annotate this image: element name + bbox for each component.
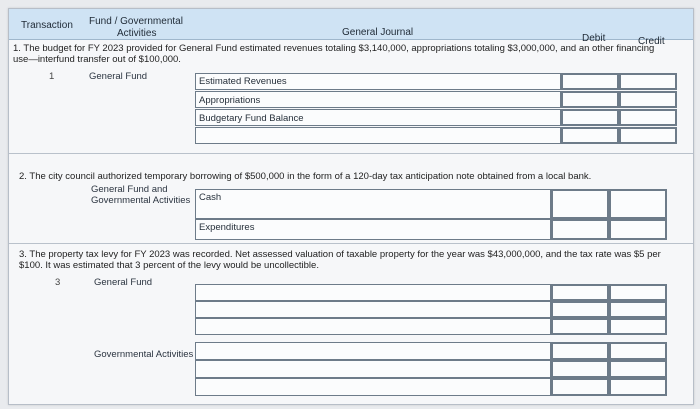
q3-credit-5[interactable] <box>609 360 667 378</box>
q3-debit-5[interactable] <box>551 360 609 378</box>
q1-debit-2[interactable] <box>561 91 619 108</box>
q3-text <box>19 249 689 271</box>
q2-debit-2[interactable] <box>551 219 609 240</box>
col-fund-sub: Activities <box>117 28 157 39</box>
q3-credit-3[interactable] <box>609 318 667 335</box>
journal-sheet <box>8 8 694 405</box>
q3-credit-2[interactable] <box>609 301 667 318</box>
q2-account-cell-1[interactable] <box>195 189 551 219</box>
q1-account-1: Estimated Revenues <box>199 76 287 87</box>
q2-debit-1[interactable] <box>551 189 609 219</box>
q3-debit-2[interactable] <box>551 301 609 318</box>
q1-credit-1[interactable] <box>619 73 677 90</box>
q2-fund-1: General Fund and <box>91 184 168 195</box>
q3-fund: General Fund <box>94 277 153 288</box>
q2-credit-1[interactable] <box>609 189 667 219</box>
col-debit: Debit <box>582 33 606 44</box>
q3-debit-6[interactable] <box>551 378 609 396</box>
q1-debit-4[interactable] <box>561 127 619 144</box>
q2-fund-2: Governmental Activities <box>91 195 191 206</box>
col-transaction: Transaction <box>21 20 73 31</box>
q1-text <box>13 43 689 65</box>
q1-line2: use—interfund transfer out of $100,000. <box>13 54 181 65</box>
q1-fund: General Fund <box>89 71 148 82</box>
q3-account-cell-5[interactable] <box>195 360 551 378</box>
col-credit: Credit <box>638 36 665 47</box>
q3-debit-3[interactable] <box>551 318 609 335</box>
q2-account-2: Expenditures <box>199 222 255 233</box>
q1-credit-2[interactable] <box>619 91 677 108</box>
q3-account-cell-3[interactable] <box>195 318 551 335</box>
col-general-journal: General Journal <box>342 27 414 38</box>
q3-debit-1[interactable] <box>551 284 609 301</box>
divider <box>9 153 693 154</box>
q3-debit-4[interactable] <box>551 342 609 360</box>
q3-account-cell-2[interactable] <box>195 301 551 318</box>
q1-debit-1[interactable] <box>561 73 619 90</box>
q1-account-2: Appropriations <box>199 95 261 106</box>
q1-debit-3[interactable] <box>561 109 619 126</box>
q3-fund-2: Governmental Activities <box>94 349 194 360</box>
q3-account-cell-1[interactable] <box>195 284 551 301</box>
q1-account-3: Budgetary Fund Balance <box>199 113 304 124</box>
q1-number: 1 <box>49 71 55 82</box>
q3-credit-4[interactable] <box>609 342 667 360</box>
q1-credit-4[interactable] <box>619 127 677 144</box>
q3-account-cell-6[interactable] <box>195 378 551 396</box>
q1-line1: 1. The budget for FY 2023 provided for General Fund estimated revenues totaling $3,140,000, appropriations totaling $3,000,000, and an other financing <box>13 43 655 54</box>
q1-account-cell-4[interactable] <box>195 127 561 144</box>
q3-number: 3 <box>55 277 61 288</box>
journal-header <box>9 9 693 47</box>
q2-credit-2[interactable] <box>609 219 667 240</box>
q2-text: 2. The city council authorized temporary borrowing of $500,000 in the form of a 120-day tax anticipation note obtained from a local bank. <box>19 171 592 182</box>
q3-account-cell-4[interactable] <box>195 342 551 360</box>
q3-credit-6[interactable] <box>609 378 667 396</box>
q3-line1: 3. The property tax levy for FY 2023 was recorded. Net assessed valuation of taxable property for the year was $43,000,000, and the tax rate was $5 per <box>19 249 661 260</box>
q1-credit-3[interactable] <box>619 109 677 126</box>
q3-credit-1[interactable] <box>609 284 667 301</box>
q2-account-1: Cash <box>199 192 222 203</box>
divider-2 <box>9 243 693 244</box>
q3-line2: $100. It was estimated that 3 percent of the levy would be uncollectible. <box>19 260 319 271</box>
col-fund: Fund / Governmental <box>89 16 183 27</box>
